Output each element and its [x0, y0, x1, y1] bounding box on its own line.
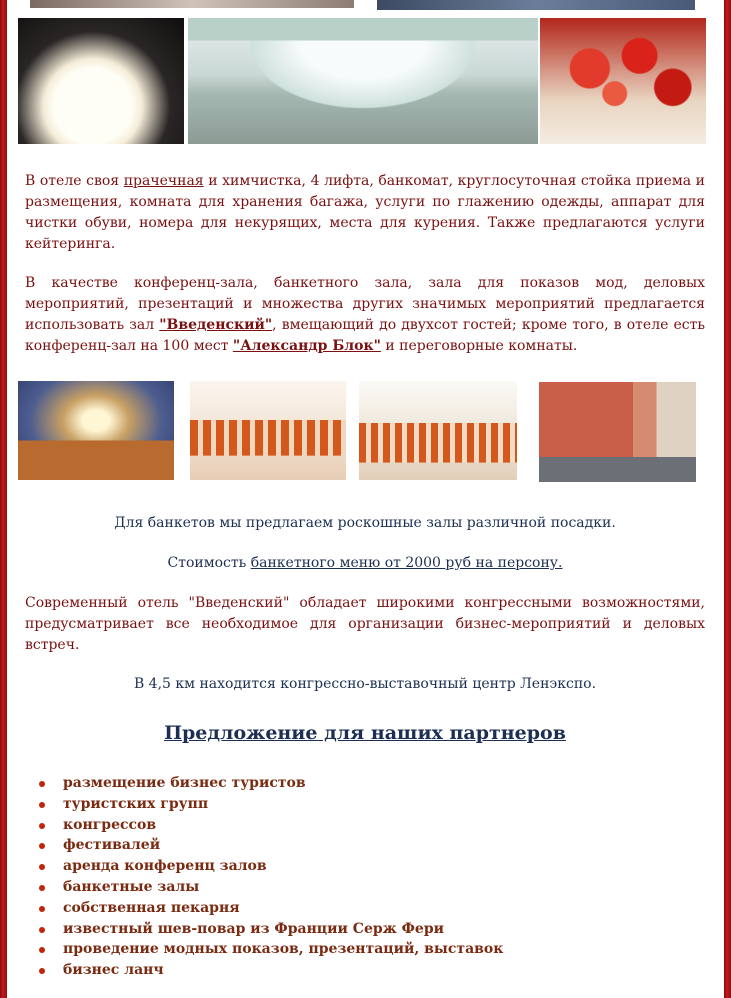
offer-item-label: фестивалей — [63, 837, 161, 854]
congress-paragraph: Современный отель "Введенский" обладает широкими конгрессными возможностями, предусматривает все необходимое для организации бизнес-мероприятий и деловых встреч. — [25, 595, 705, 653]
services-paragraph — [25, 171, 705, 255]
offer-list-item — [37, 877, 637, 898]
conference-paragraph — [25, 273, 705, 357]
lenexpo-line: В 4,5 км находится конгрессно-выставочный центр Ленэкспо. — [133, 676, 597, 692]
partners-offer-title: Предложение для наших партнеров — [164, 722, 566, 744]
banquet-menu-link[interactable]: банкетного меню от 2000 руб на персону. — [250, 555, 563, 571]
bullet-icon — [39, 947, 45, 953]
photo-top-cropped-1 — [30, 0, 354, 8]
bullet-icon — [39, 802, 45, 808]
bullet-icon — [39, 823, 45, 829]
offer-item-label: банкетные залы — [63, 878, 200, 895]
services-text-rest: и химчистка, 4 лифта, банкомат, круглосуточная стойка приема и размещения, комната для хранения багажа, услуги по глажению одежды, аппарат для чистки обуви, номера для некурящих, места для курения. Также предлагаются услуги кейтеринга. — [25, 173, 705, 252]
offer-list-item — [37, 835, 637, 856]
hotel-building-photo — [539, 382, 696, 482]
conference-room-chairs-photo-1 — [190, 381, 346, 480]
bullet-icon — [39, 781, 45, 787]
page-frame-right — [724, 0, 731, 998]
bullet-icon — [39, 885, 45, 891]
bullet-icon — [39, 927, 45, 933]
offer-list-item — [37, 939, 637, 960]
conference-text-3: и переговорные комнаты. — [380, 338, 578, 354]
offer-item-label: бизнес ланч — [63, 962, 164, 979]
photo-top-cropped-2 — [377, 0, 695, 10]
offer-item-label: известный шев-повар из Франции Серж Фери — [63, 920, 445, 937]
price-line — [25, 553, 705, 574]
bullet-icon — [39, 843, 45, 849]
banquet-line: Для банкетов мы предлагаем роскошные залы различной посадки. — [114, 515, 616, 531]
offer-list-item — [37, 794, 637, 815]
offer-list-item — [37, 815, 637, 836]
page-frame-left — [0, 0, 7, 998]
partners-offer-list — [37, 773, 637, 981]
conference-text-2: , вмещающий до двухсот гостей; кроме того, в отеле есть конференц-зал на 100 мест — [25, 317, 706, 354]
services-text-start: В отеле своя — [25, 173, 124, 189]
alexander-blok-hall-link[interactable]: "Александр Блок" — [232, 338, 381, 354]
conference-hall-arched-photo — [18, 381, 174, 480]
offer-item-label: проведение модных показов, презентаций, выставок — [63, 941, 504, 958]
offer-list-item — [37, 919, 637, 940]
offer-list-item — [37, 856, 637, 877]
offer-list-item — [37, 898, 637, 919]
strawberry-cake-photo — [540, 18, 706, 144]
bullet-icon — [39, 906, 45, 912]
offer-item-label: туристских групп — [63, 795, 209, 812]
price-prefix: Стоимость — [167, 555, 251, 571]
offer-item-label: собственная пекарня — [63, 899, 240, 916]
conference-text-1: В качестве конференц-зала, банкетного зала, зала для показов мод, деловых мероприятий, презентаций и множества других значимых мероприятий предлагается использовать зал — [25, 275, 705, 333]
offer-item-label: размещение бизнес туристов — [63, 775, 306, 791]
offer-list-item — [37, 773, 637, 794]
laundry-link[interactable]: прачечная — [123, 173, 204, 189]
restaurant-hall-photo — [188, 18, 538, 144]
offer-item-label: конгрессов — [63, 816, 157, 833]
bullet-icon — [39, 968, 45, 974]
vvedensky-hall-link[interactable]: "Введенский" — [159, 317, 273, 333]
bullet-icon — [39, 864, 45, 870]
conference-room-chairs-photo-2 — [359, 381, 517, 480]
dessert-photo — [18, 18, 184, 144]
offer-list-item — [37, 960, 637, 981]
offer-item-label: аренда конференц залов — [63, 858, 267, 875]
